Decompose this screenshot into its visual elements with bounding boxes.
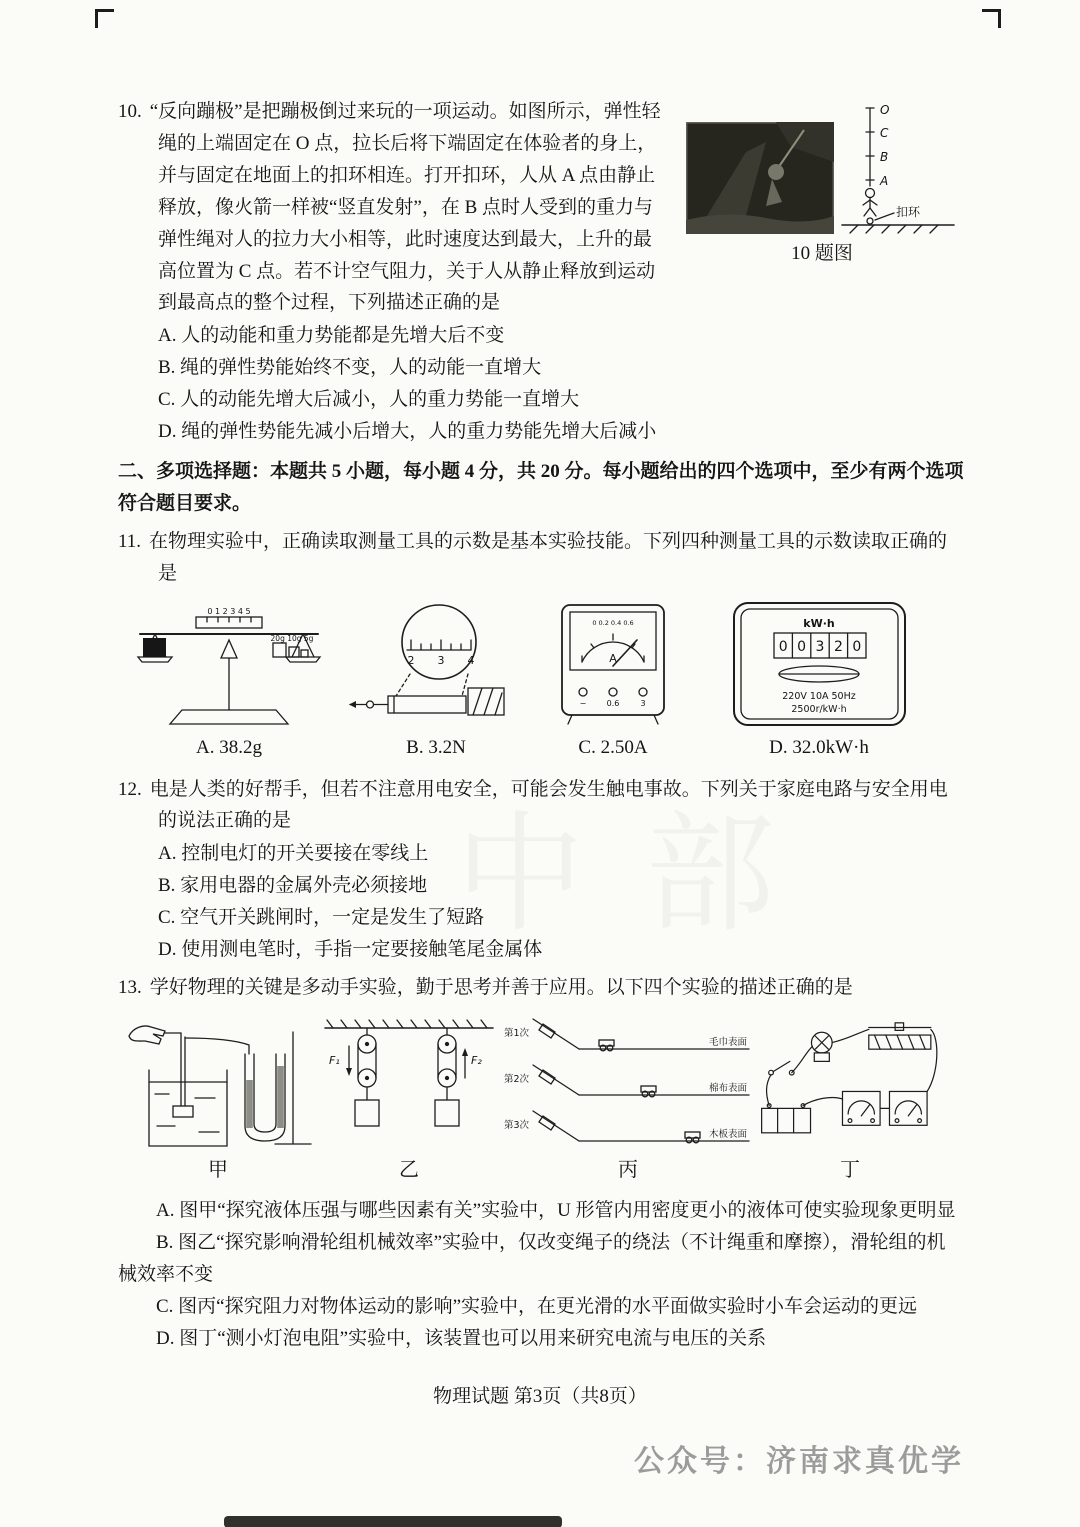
energy-meter-figure [694, 600, 944, 728]
pulley-force-1-label: F₁ [329, 1053, 340, 1067]
q12-number: 12. [118, 778, 142, 800]
spring-number-4: 4 [467, 653, 474, 667]
pulley-force-2-label: F₂ [471, 1053, 482, 1067]
q12-option-c: C. 空气开关跳闸时，一定是发生了短路 [158, 907, 485, 929]
q11-answer-a: A. 38.2g [196, 736, 262, 758]
q10-options [158, 320, 964, 448]
q13-figure-labels [118, 1154, 964, 1188]
q10-option-d: D. 绳的弹性势能先减小后增大，人的重力势能先增大后减小 [158, 421, 657, 443]
meter-digit-5: 0 [851, 638, 861, 655]
ramp-surface-3-label: 木板表面 [708, 1128, 747, 1140]
bungee-photo [686, 122, 834, 234]
question-10 [118, 96, 964, 448]
q11-figures [118, 600, 964, 728]
meter-unit-label: kW·h [802, 616, 835, 630]
q11-answers [118, 732, 964, 764]
bottom-watermark: 公众号：济南求真优学 [634, 1445, 964, 1478]
crop-mark-top-right [982, 9, 1001, 28]
figure-q10-caption: 10 题图 [791, 243, 853, 264]
spring-number-2: 2 [407, 653, 414, 667]
balance-ruler-digits: 0 1 2 3 4 5 [207, 606, 251, 616]
spring-scale-figure [340, 600, 532, 728]
q13-stem [118, 972, 964, 1004]
page-content [118, 96, 964, 1355]
q11-number: 11. [118, 530, 142, 552]
q11-answer-b: B. 3.2N [406, 736, 466, 758]
question-11 [118, 526, 964, 764]
point-c-label: C [880, 126, 889, 140]
friction-ramp-figure [500, 1014, 756, 1152]
ramp-trial-3-label: 第3次 [504, 1119, 530, 1131]
meter-digit-4: 2 [833, 638, 843, 655]
q12-options [158, 838, 964, 966]
q10-option-a: A. 人的动能和重力势能都是先增大后不变 [158, 325, 505, 347]
meter-spec-1: 220V 10A 50Hz [781, 690, 856, 702]
crop-mark-top-left [95, 9, 114, 28]
ammeter-figure [532, 600, 694, 728]
q10-option-b: B. 绳的弹性势能始终不变，人的动能一直增大 [158, 357, 542, 379]
q11-stem [118, 526, 964, 590]
q12-option-b: B. 家用电器的金属外壳必须接地 [158, 875, 428, 897]
q13-option-d: D. 图丁“测小灯泡电阻”实验中，该装置也可以用来研究电流与电压的关系 [156, 1328, 767, 1350]
figure-label-yi: 乙 [399, 1158, 419, 1181]
balance-weights-label: 20g 10g 5g [270, 633, 314, 643]
q13-figures [118, 1014, 964, 1152]
q12-option-a: A. 控制电灯的开关要接在零线上 [158, 843, 429, 865]
liquid-pressure-figure [118, 1014, 318, 1152]
ramp-surface-2-label: 棉布表面 [708, 1082, 747, 1094]
next-page-edge [224, 1516, 562, 1527]
ammeter-terminal-minus: − [579, 698, 587, 708]
figure-label-jia: 甲 [208, 1158, 228, 1181]
ramp-surface-1-label: 毛巾表面 [708, 1036, 747, 1048]
point-b-label: B [880, 150, 889, 164]
meter-digit-2: 0 [796, 638, 806, 655]
spring-number-3: 3 [437, 653, 444, 667]
figure-q10 [680, 100, 964, 270]
question-12 [118, 774, 964, 966]
ammeter-scale-label: 0 0.2 0.4 0.6 [592, 618, 634, 627]
q11-answer-d: D. 32.0kW·h [769, 736, 869, 758]
q12-stem [118, 774, 964, 838]
q11-stem-text: 在物理实验中，正确读取测量工具的示数是基本实验技能。下列四种测量工具的示数读取正确的是 [149, 530, 948, 584]
pulley-efficiency-figure [318, 1014, 500, 1152]
q13-option-a: A. 图甲“探究液体压强与哪些因素有关”实验中，U 形管内用密度更小的液体可使实验现象更明显 [156, 1200, 956, 1222]
balance-scale-figure [118, 600, 340, 728]
meter-digit-3: 3 [815, 638, 824, 655]
figure-label-ding: 丁 [840, 1158, 860, 1181]
ammeter-terminal-3: 3 [640, 698, 646, 708]
section-2-header: 二、多项选择题：本题共 5 小题，每小题 4 分，共 20 分。每小题给出的四个选项中，至少有两个选项符合题目要求。 [118, 460, 964, 514]
ramp-trial-2-label: 第2次 [504, 1073, 530, 1085]
q10-number: 10. [118, 101, 142, 122]
q13-number: 13. [118, 976, 142, 998]
figure-label-bing: 丙 [618, 1158, 638, 1181]
ramp-trial-1-label: 第1次 [504, 1027, 530, 1039]
meter-digit-1: 0 [778, 638, 788, 655]
bungee-diagram [840, 100, 958, 234]
q10-option-c: C. 人的动能先增大后减小，人的重力势能一直增大 [158, 389, 580, 411]
center-watermark: 中部 [455, 801, 836, 947]
buckle-label: 扣环 [896, 205, 921, 219]
point-o-label: O [880, 103, 890, 117]
page-footer: 物理试题 第3页（共8页） [433, 1386, 647, 1407]
ammeter-dial-label: A [609, 651, 617, 665]
q13-option-b: B. 图乙“探究影响滑轮组机械效率”实验中，仅改变绳子的绕法（不计绳重和摩擦），滑轮组的机械效率不变 [118, 1232, 946, 1286]
q12-option-d: D. 使用测电笔时，手指一定要接触笔尾金属体 [158, 939, 543, 961]
q12-stem-text: 电是人类的好帮手，但若不注意用电安全，可能会发生触电事故。下列关于家庭电路与安全用电的说法正确的是 [149, 778, 948, 832]
bulb-circuit-figure [756, 1014, 944, 1152]
ammeter-terminal-06: 0.6 [606, 698, 620, 708]
q10-stem-text: “反向蹦极”是把蹦极倒过来玩的一项运动。如图所示，弹性轻绳的上端固定在 O 点，拉长后将下端固定在体验者的身上，并与固定在地面上的扣环相连。打开扣环，人从 A 点由静止释放，像火箭一样被“竖直发射”，在 B 点时人受到的重力与弹性绳对人的拉力大小相等，此时速度达到最大，上升的最高位置为 C 点。若不计空气阻力，关于人从静止释放到运动到最高点的整个过程，下列描述正确的是 [149, 101, 661, 314]
q13-stem-text: 学好物理的关键是多动手实验，勤于思考并善于应用。以下四个实验的描述正确的是 [149, 976, 853, 998]
point-a-label: A [880, 174, 889, 188]
meter-spec-2: 2500r/kW·h [790, 703, 847, 715]
q13-option-c: C. 图丙“探究阻力对物体运动的影响”实验中，在更光滑的水平面做实验时小车会运动的更远 [156, 1296, 918, 1318]
q11-answer-c: C. 2.50A [578, 736, 648, 758]
question-13 [118, 972, 964, 1355]
